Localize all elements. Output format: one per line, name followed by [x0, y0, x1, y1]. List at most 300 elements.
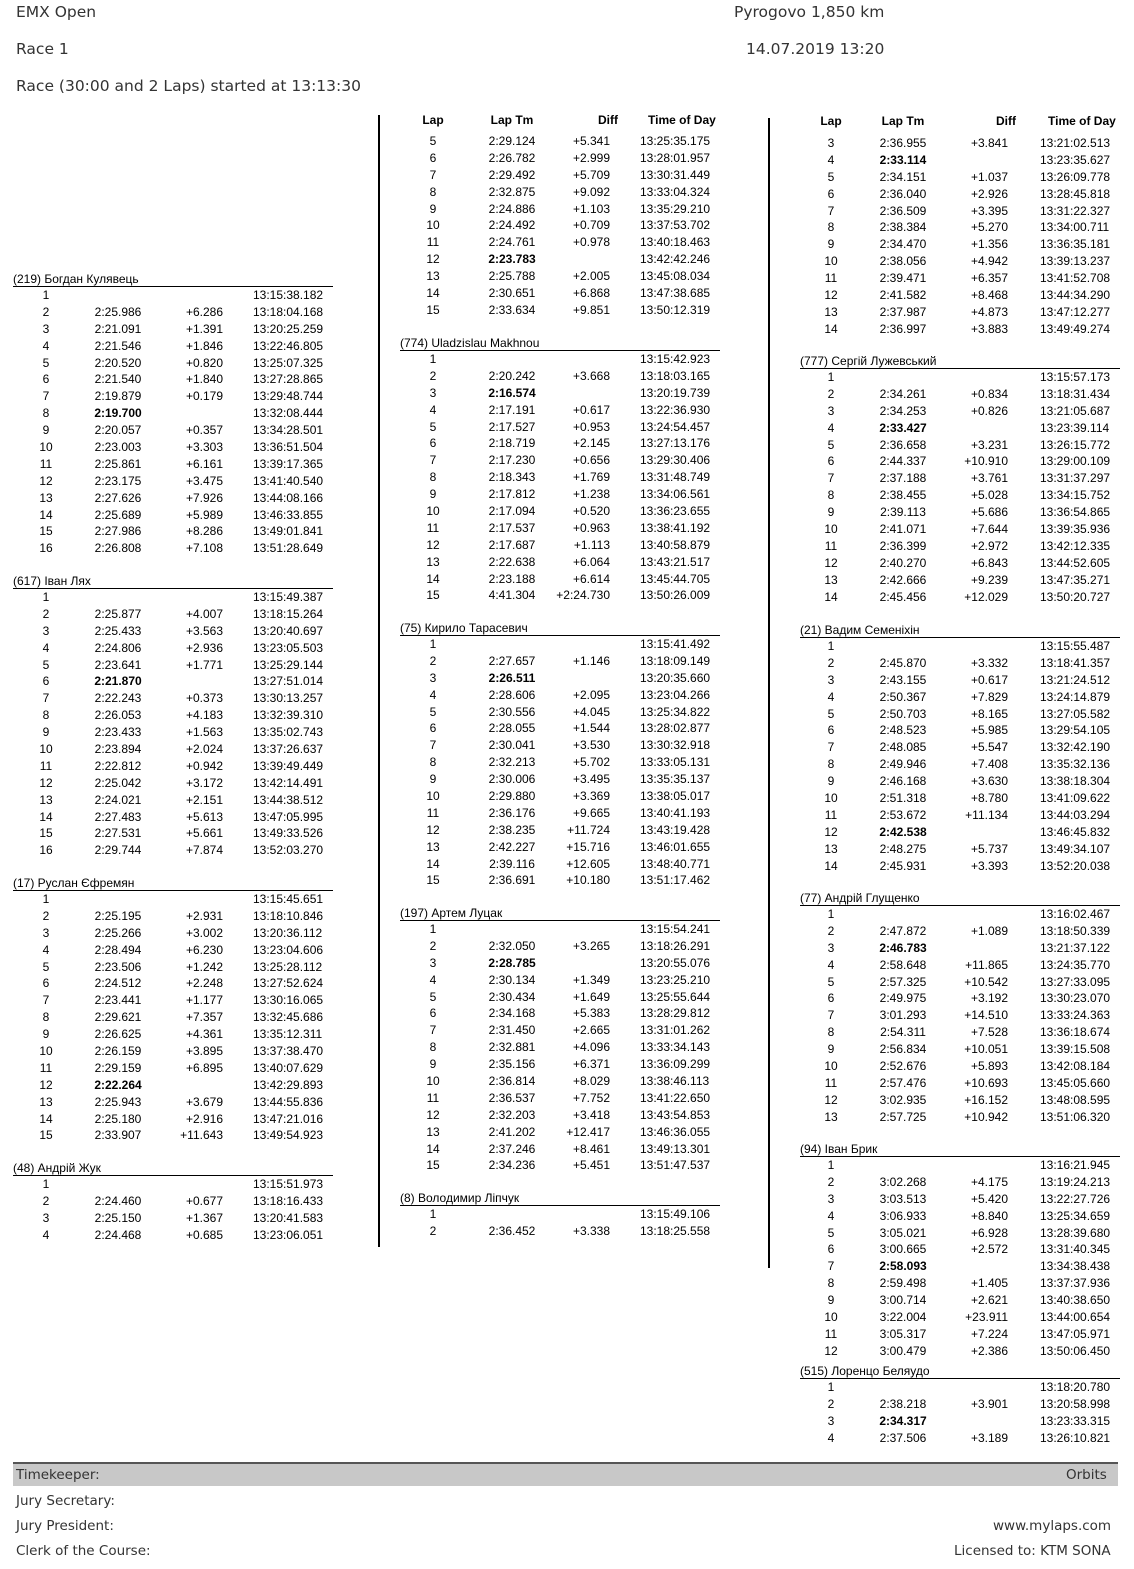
- lap-row: [400, 419, 720, 436]
- time-of-day: 13:28:29.812: [640, 1006, 711, 1021]
- time-of-day: 13:30:16.065: [253, 993, 324, 1008]
- time-of-day: 13:20:55.076: [640, 955, 711, 970]
- lap-number: 14: [39, 507, 53, 522]
- lap-number: 4: [429, 687, 437, 702]
- lap-number: 11: [39, 456, 53, 471]
- lap-row: [400, 520, 720, 537]
- lap-number: 2: [827, 1396, 835, 1411]
- lap-time: 2:34.168: [488, 1006, 536, 1021]
- lap-time: 2:39.471: [879, 271, 927, 286]
- lap-row: [400, 554, 720, 571]
- lap-time: 2:25.986: [94, 304, 142, 319]
- lap-diff: +2.926: [970, 186, 1008, 201]
- lap-number: 3: [827, 672, 835, 687]
- lap-number: 13: [426, 269, 440, 284]
- lap-time: 2:34.317: [879, 1413, 927, 1428]
- lap-number: 7: [429, 167, 437, 182]
- lap-time: 2:36.658: [879, 437, 927, 452]
- lap-time: 2:29.880: [488, 789, 536, 804]
- lap-time: 2:41.071: [879, 522, 927, 537]
- lap-time: 2:41.202: [488, 1124, 536, 1139]
- lap-row: [13, 1094, 333, 1111]
- lap-number: 1: [827, 1380, 835, 1394]
- lap-time: 2:59.498: [879, 1276, 927, 1291]
- lap-time: 2:46.168: [879, 774, 927, 789]
- time-of-day: 13:34:06.561: [640, 487, 711, 502]
- lap-row: [13, 1111, 333, 1128]
- lap-diff: +7.644: [970, 522, 1008, 537]
- time-of-day: 13:47:12.277: [1040, 304, 1111, 319]
- lap-diff: +9.665: [572, 805, 610, 820]
- lap-diff: +0.677: [185, 1193, 223, 1208]
- lap-number: 2: [827, 386, 835, 401]
- lap-time: 2:36.814: [488, 1074, 536, 1089]
- lap-diff: +1.113: [573, 537, 610, 552]
- lap-row: [400, 133, 720, 150]
- time-of-day: 13:25:55.644: [640, 989, 711, 1004]
- time-of-day: 13:21:24.512: [1040, 672, 1111, 687]
- lap-row: [800, 1075, 1120, 1092]
- lap-number: 5: [827, 1225, 835, 1240]
- lap-number: 3: [42, 1210, 50, 1225]
- lap-row: [800, 219, 1120, 236]
- lap-time: 2:36.176: [488, 805, 536, 820]
- time-of-day: 13:27:51.014: [253, 674, 324, 689]
- lap-row: [400, 184, 720, 201]
- lap-diff: +8.165: [970, 706, 1008, 721]
- time-of-day: 13:48:40.771: [640, 856, 711, 871]
- jury-president-label: Jury President:: [16, 1518, 114, 1534]
- lap-number: 1: [42, 590, 50, 604]
- lap-diff: +3.901: [970, 1396, 1008, 1411]
- lap-time: 2:31.450: [488, 1023, 536, 1038]
- lap-diff: +3.192: [970, 991, 1008, 1006]
- time-of-day: 13:23:05.503: [253, 640, 324, 655]
- lap-diff: +2.972: [970, 538, 1008, 553]
- time-of-day: 13:39:13.237: [1040, 254, 1111, 269]
- lap-row: [400, 636, 720, 653]
- lap-time: 2:25.266: [94, 925, 142, 940]
- lap-number: 6: [827, 991, 835, 1006]
- lap-row: [13, 540, 333, 557]
- lap-time: 2:36.509: [879, 203, 927, 218]
- lap-time: 2:19.879: [94, 389, 142, 404]
- lap-diff: +11.643: [180, 1128, 223, 1143]
- lap-time: 2:23.441: [94, 993, 142, 1008]
- lap-row: [13, 724, 333, 741]
- lap-number: 10: [39, 440, 53, 455]
- lap-number: 5: [42, 355, 50, 370]
- lap-row: [800, 1225, 1120, 1242]
- lap-time: 2:30.134: [488, 972, 536, 987]
- lap-time: 2:25.180: [94, 1111, 142, 1126]
- lap-row: [800, 369, 1120, 386]
- lap-row: [800, 1430, 1120, 1447]
- time-of-day: 13:23:35.627: [1040, 152, 1111, 167]
- time-of-day: 13:29:48.744: [253, 389, 324, 404]
- rider-name: (515) Лоренцо Беляудо: [800, 1364, 930, 1378]
- lap-number: 9: [827, 1293, 835, 1308]
- lap-row: [400, 351, 720, 368]
- time-of-day: 13:23:25.210: [640, 972, 711, 987]
- lap-row: [800, 906, 1120, 923]
- time-of-day: 13:18:09.149: [640, 653, 711, 668]
- time-of-day: 13:49:13.301: [640, 1141, 711, 1156]
- lap-row: [400, 856, 720, 873]
- lap-row: [13, 589, 333, 606]
- lap-number: 3: [827, 403, 835, 418]
- lap-number: 10: [426, 789, 440, 804]
- time-of-day: 13:18:15.264: [253, 606, 324, 621]
- lap-diff: +3.841: [970, 136, 1008, 150]
- lap-number: 7: [827, 1008, 835, 1023]
- lap-diff: +2.999: [572, 150, 610, 165]
- lap-row: [13, 1193, 333, 1210]
- lap-diff: +5.451: [572, 1158, 610, 1173]
- rider-block: [400, 621, 720, 889]
- lap-row: [800, 773, 1120, 790]
- rider-name: (77) Андрій Глущенко: [800, 891, 920, 905]
- lap-number: 2: [42, 1193, 50, 1208]
- lap-time: 2:23.641: [94, 657, 142, 672]
- time-of-day: 13:18:20.780: [1040, 1380, 1111, 1394]
- lap-number: 2: [429, 938, 437, 953]
- time-of-day: 13:47:05.971: [1040, 1326, 1111, 1341]
- time-of-day: 13:42:08.184: [1040, 1059, 1111, 1074]
- lap-time: 2:57.476: [879, 1075, 927, 1090]
- lap-number: 11: [426, 805, 440, 820]
- lap-number: 10: [39, 1044, 53, 1059]
- lap-diff: +4.942: [970, 254, 1008, 269]
- lap-number: 9: [42, 725, 50, 740]
- lap-row: [13, 690, 333, 707]
- rider-block: [800, 623, 1120, 874]
- lap-diff: +5.893: [970, 1059, 1008, 1074]
- time-of-day: 13:45:44.705: [640, 571, 711, 586]
- lap-time: 2:25.195: [94, 908, 142, 923]
- lap-number: 8: [42, 1010, 50, 1025]
- lap-time: 2:17.230: [488, 453, 536, 468]
- time-of-day: 13:36:54.865: [1040, 505, 1111, 520]
- lap-row: [13, 741, 333, 758]
- lap-row: [400, 537, 720, 554]
- lap-diff: +11.134: [965, 807, 1008, 822]
- lap-row: [400, 1090, 720, 1107]
- lap-diff: +6.868: [572, 286, 610, 301]
- lap-number: 2: [42, 908, 50, 923]
- lap-diff: +7.926: [185, 490, 223, 505]
- lap-row: [400, 1206, 720, 1223]
- lap-number: 1: [827, 907, 835, 921]
- lap-time: 2:19.700: [94, 406, 142, 421]
- lap-row: [400, 302, 720, 319]
- lap-time: 2:38.056: [879, 254, 927, 269]
- timing-system: Orbits: [1066, 1467, 1107, 1483]
- lap-time: 3:01.293: [879, 1008, 927, 1023]
- lap-diff: +9.239: [970, 572, 1008, 587]
- lap-row: [800, 1275, 1120, 1292]
- time-of-day: 13:38:46.113: [640, 1074, 710, 1089]
- lap-diff: +3.895: [185, 1044, 223, 1059]
- lap-time: 2:30.556: [488, 704, 536, 719]
- time-of-day: 13:25:34.822: [640, 704, 711, 719]
- lap-number: 7: [827, 740, 835, 755]
- time-of-day: 13:21:05.687: [1040, 403, 1111, 418]
- lap-diff: +7.224: [970, 1326, 1008, 1341]
- lap-diff: +11.865: [965, 957, 1008, 972]
- lap-number: 13: [39, 792, 53, 807]
- lap-row: [13, 1060, 333, 1077]
- lap-row: [400, 720, 720, 737]
- time-of-day: 13:30:23.070: [1040, 991, 1111, 1006]
- lap-number: 10: [426, 504, 440, 519]
- lap-row: [400, 1073, 720, 1090]
- time-of-day: 13:31:22.327: [1040, 203, 1111, 218]
- lap-number: 13: [426, 839, 440, 854]
- lap-row: [13, 606, 333, 623]
- lap-diff: +3.418: [572, 1107, 610, 1122]
- lap-number: 4: [429, 972, 437, 987]
- lap-row: [400, 469, 720, 486]
- time-of-day: 13:32:08.444: [253, 406, 324, 421]
- time-of-day: 13:24:54.457: [640, 419, 711, 434]
- time-of-day: 13:47:35.271: [1040, 572, 1111, 587]
- lap-diff: +7.752: [572, 1090, 610, 1105]
- lap-number: 8: [827, 757, 835, 772]
- time-of-day: 13:33:34.143: [640, 1040, 711, 1055]
- lap-diff: +1.563: [185, 725, 223, 740]
- lap-diff: +8.468: [970, 288, 1008, 303]
- lap-time: 2:22.243: [94, 691, 142, 706]
- lap-number: 15: [426, 1158, 440, 1173]
- time-of-day: 13:50:12.319: [640, 302, 711, 317]
- lap-number: 5: [429, 419, 437, 434]
- lap-number: 15: [426, 588, 440, 603]
- time-of-day: 13:31:48.749: [640, 470, 711, 485]
- lap-row: [800, 1208, 1120, 1225]
- lap-number: 13: [824, 841, 838, 856]
- lap-number: 10: [824, 254, 838, 269]
- lap-number: 4: [429, 402, 437, 417]
- lap-diff: +5.547: [970, 740, 1008, 755]
- lap-time: 2:48.085: [879, 740, 927, 755]
- time-of-day: 13:47:05.995: [253, 809, 324, 824]
- col-header-time-of-day: Time of Day: [1048, 114, 1116, 128]
- lap-diff: +3.332: [970, 655, 1008, 670]
- lap-row: [800, 940, 1120, 957]
- lap-time: 2:48.523: [879, 723, 927, 738]
- lap-diff: +4.175: [970, 1174, 1008, 1189]
- lap-row: [13, 1127, 333, 1144]
- time-of-day: 13:38:41.192: [640, 520, 711, 535]
- lap-number: 13: [824, 304, 838, 319]
- time-of-day: 13:39:15.508: [1040, 1042, 1111, 1057]
- rider-block: [800, 354, 1120, 605]
- col-header-lap-time: Lap Tm: [490, 113, 534, 127]
- lap-diff: +0.179: [185, 389, 223, 404]
- lap-time: 2:18.343: [488, 470, 536, 485]
- lap-number: 6: [827, 186, 835, 201]
- lap-row: [13, 405, 333, 422]
- time-of-day: 13:29:54.105: [1040, 723, 1111, 738]
- time-of-day: 13:42:29.893: [253, 1077, 324, 1092]
- lap-number: 10: [426, 218, 440, 233]
- timekeeper-bar: [13, 1462, 1118, 1486]
- lap-diff: +3.761: [970, 471, 1008, 486]
- lap-diff: +0.617: [572, 402, 610, 417]
- time-of-day: 13:15:42.923: [640, 352, 711, 366]
- lap-row: [400, 217, 720, 234]
- lap-time: 2:21.540: [94, 372, 142, 387]
- lap-time: 2:36.399: [879, 538, 927, 553]
- lap-number: 7: [42, 993, 50, 1008]
- lap-diff: +2.916: [185, 1111, 223, 1126]
- lap-number: 3: [827, 136, 835, 150]
- lap-row: [400, 402, 720, 419]
- lap-number: 6: [42, 976, 50, 991]
- time-of-day: 13:15:45.651: [253, 892, 324, 906]
- lap-number: 7: [827, 471, 835, 486]
- lap-row: [400, 872, 720, 889]
- lap-time: 2:41.582: [879, 288, 927, 303]
- time-of-day: 13:26:10.821: [1040, 1430, 1111, 1445]
- website-link[interactable]: www.mylaps.com: [993, 1518, 1112, 1534]
- rider-name: (75) Кирило Тарасевич: [400, 621, 528, 635]
- lap-row: [400, 234, 720, 251]
- lap-row: [800, 453, 1120, 470]
- lap-diff: +10.910: [964, 454, 1008, 469]
- lap-row: [13, 942, 333, 959]
- lap-number: 9: [429, 772, 437, 787]
- lap-diff: +7.357: [185, 1010, 223, 1025]
- lap-row: [800, 572, 1120, 589]
- lap-time: 2:49.946: [879, 757, 927, 772]
- rider-name: (17) Руслан Єфремян: [13, 876, 135, 890]
- time-of-day: 13:52:03.270: [253, 843, 324, 858]
- lap-row: [800, 722, 1120, 739]
- lap-time: 2:34.236: [488, 1158, 536, 1173]
- time-of-day: 13:20:35.660: [640, 670, 711, 685]
- lap-row: [400, 285, 720, 302]
- lap-number: 8: [429, 1040, 437, 1055]
- lap-number: 4: [827, 1208, 835, 1223]
- time-of-day: 13:35:32.136: [1040, 757, 1111, 772]
- time-of-day: 13:19:24.213: [1040, 1174, 1111, 1189]
- lap-diff: +2.248: [185, 976, 223, 991]
- lap-row: [800, 589, 1120, 606]
- lap-diff: +7.528: [970, 1025, 1008, 1040]
- lap-number: 13: [426, 1124, 440, 1139]
- lap-number: 1: [429, 1207, 437, 1221]
- lap-diff: +16.152: [964, 1092, 1008, 1107]
- rider-name: (774) Uladzislau Makhnou: [400, 336, 540, 350]
- lap-diff: +6.614: [572, 571, 610, 586]
- lap-number: 14: [39, 1111, 53, 1126]
- lap-time: 2:45.870: [879, 655, 927, 670]
- lap-row: [400, 1223, 720, 1240]
- lap-row: [800, 689, 1120, 706]
- lap-row: [400, 839, 720, 856]
- lap-diff: +5.420: [970, 1191, 1008, 1206]
- lap-time: 2:29.159: [94, 1060, 142, 1075]
- rider-name: (8) Володимир Ліпчук: [400, 1191, 520, 1205]
- lap-time: 2:23.003: [94, 440, 142, 455]
- lap-diff: +5.709: [572, 167, 610, 182]
- lap-row: [800, 487, 1120, 504]
- lap-row: [800, 504, 1120, 521]
- lap-time: 2:33.907: [94, 1128, 142, 1143]
- lap-diff: +5.661: [185, 826, 223, 841]
- lap-row: [800, 1258, 1120, 1275]
- event-title: EMX Open: [16, 3, 97, 21]
- lap-time: 2:37.188: [879, 471, 927, 486]
- lap-number: 8: [827, 1276, 835, 1291]
- lap-diff: +3.265: [572, 938, 610, 953]
- lap-diff: +0.834: [970, 386, 1008, 401]
- time-of-day: 13:51:47.537: [640, 1158, 711, 1173]
- time-of-day: 13:35:12.311: [253, 1027, 323, 1042]
- time-of-day: 13:33:04.324: [640, 184, 711, 199]
- lap-number: 12: [39, 775, 53, 790]
- time-of-day: 13:16:21.945: [1040, 1158, 1111, 1172]
- lap-time: 2:46.783: [879, 940, 927, 955]
- lap-diff: +3.883: [970, 321, 1008, 336]
- lap-row: [400, 805, 720, 822]
- time-of-day: 13:26:09.778: [1040, 169, 1111, 184]
- lap-diff: +9.851: [572, 302, 610, 317]
- lap-time: 2:23.894: [94, 742, 142, 757]
- lap-time: 2:34.151: [879, 169, 927, 184]
- lap-diff: +1.769: [572, 470, 610, 485]
- lap-diff: +3.495: [572, 772, 610, 787]
- time-of-day: 13:24:35.770: [1040, 957, 1111, 972]
- lap-number: 12: [39, 473, 53, 488]
- lap-row: [400, 452, 720, 469]
- lap-row: [800, 135, 1120, 152]
- lap-number: 6: [429, 436, 437, 451]
- lap-number: 5: [429, 134, 437, 148]
- lap-number: 14: [426, 571, 440, 586]
- lap-number: 9: [429, 201, 437, 216]
- time-of-day: 13:25:29.144: [253, 657, 324, 672]
- lap-number: 5: [827, 169, 835, 184]
- lap-diff: +2.024: [185, 742, 223, 757]
- lap-number: 9: [827, 774, 835, 789]
- lap-time: 2:57.725: [879, 1109, 927, 1124]
- lap-time: 2:25.877: [94, 606, 142, 621]
- rider-block-continued: [800, 135, 1120, 338]
- lap-time: 2:27.483: [94, 809, 142, 824]
- lap-time: 2:25.433: [94, 623, 142, 638]
- lap-diff: +3.563: [185, 623, 223, 638]
- lap-row: [800, 169, 1120, 186]
- lap-row: [400, 670, 720, 687]
- lap-row: [400, 435, 720, 452]
- time-of-day: 13:41:40.540: [253, 473, 324, 488]
- time-of-day: 13:44:52.605: [1040, 555, 1111, 570]
- race-title: Race 1: [16, 40, 69, 58]
- lap-number: 12: [426, 252, 440, 267]
- lap-diff: +1.405: [970, 1276, 1008, 1291]
- lap-number: 3: [827, 1191, 835, 1206]
- time-of-day: 13:40:07.629: [253, 1060, 324, 1075]
- lap-number: 7: [827, 203, 835, 218]
- lap-number: 14: [824, 321, 838, 336]
- lap-number: 1: [42, 288, 50, 302]
- lap-row: [400, 771, 720, 788]
- lap-time: 2:38.218: [879, 1396, 927, 1411]
- lap-row: [400, 1005, 720, 1022]
